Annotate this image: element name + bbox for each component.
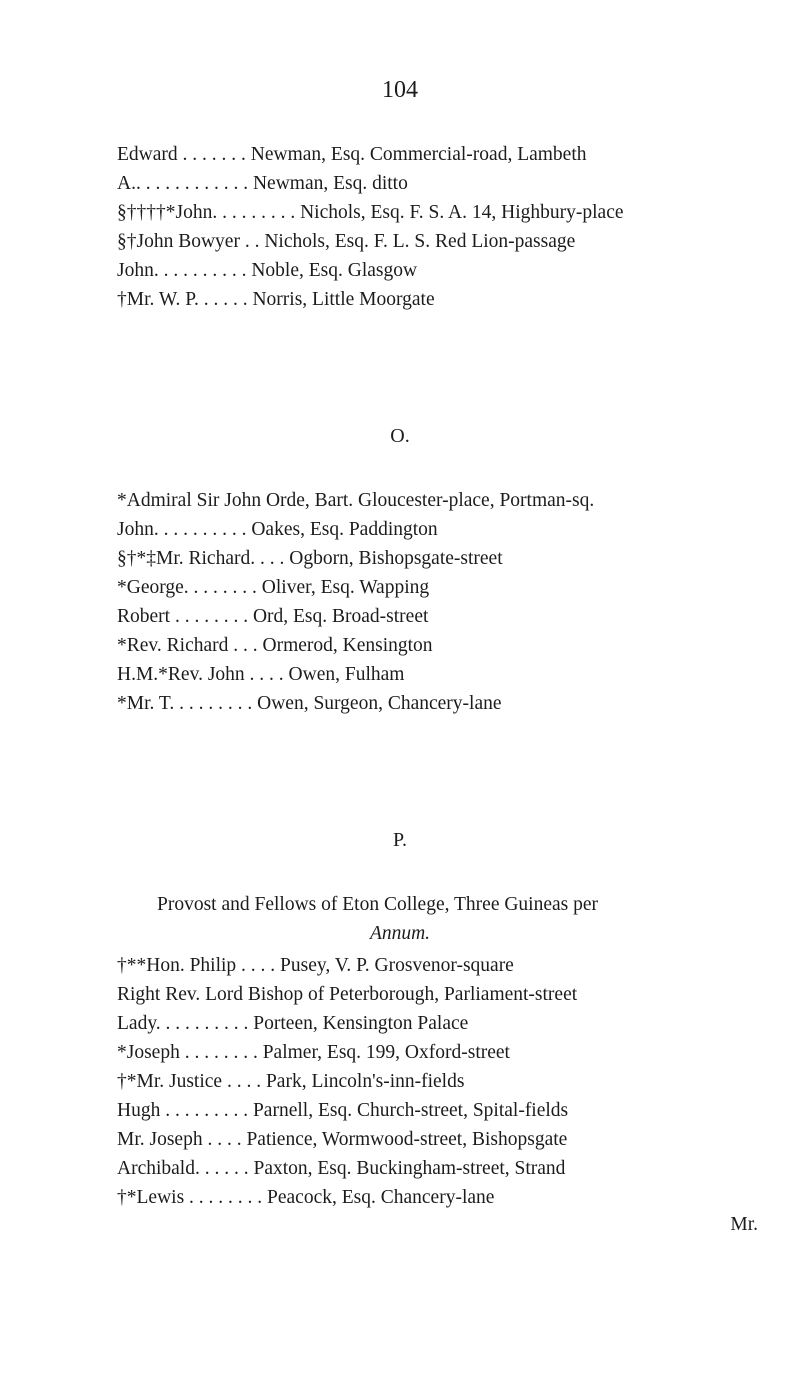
list-item: §†John Bowyer . . Nichols, Esq. F. L. S. Red Lion-passage — [117, 231, 576, 252]
list-item: Right Rev. Lord Bishop of Peterborough, Parliament-street — [117, 984, 578, 1005]
section-heading-o: O. — [390, 425, 410, 447]
list-item: †*Mr. Justice . . . . Park, Lincoln's-inn-fields — [117, 1071, 465, 1092]
section-heading-p: P. — [393, 829, 407, 851]
list-item: *Rev. Richard . . . Ormerod, Kensington — [117, 635, 433, 656]
list-item: Robert . . . . . . . . Ord, Esq. Broad-street — [117, 606, 429, 627]
list-item-lead: *Admiral Sir John Orde, Bart. Gloucester-place, Portman-sq. — [117, 490, 595, 511]
list-item: A.. . . . . . . . . . . . Newman, Esq. ditto — [117, 173, 408, 194]
list-item: *Mr. T. . . . . . . . . Owen, Surgeon, Chancery-lane — [117, 693, 502, 714]
list-item: Lady. . . . . . . . . . Porteen, Kensington Palace — [117, 1013, 469, 1034]
intro-text: Provost and Fellows of Eton College, Three Guineas per — [157, 894, 599, 915]
list-item: *Joseph . . . . . . . . Palmer, Esq. 199, Oxford-street — [117, 1042, 510, 1063]
page-number: 104 — [382, 77, 418, 103]
list-item: John. . . . . . . . . . Noble, Esq. Glasgow — [117, 260, 418, 281]
intro-text-continued: Annum. — [369, 923, 431, 944]
list-item: †**Hon. Philip . . . . Pusey, V. P. Grosvenor-square — [117, 955, 514, 976]
list-item: §†*‡Mr. Richard. . . . Ogborn, Bishopsgate-street — [117, 548, 503, 569]
list-item: Archibald. . . . . . Paxton, Esq. Buckingham-street, Strand — [117, 1158, 566, 1179]
list-item: †Mr. W. P. . . . . . Norris, Little Moorgate — [117, 289, 435, 310]
list-item: John. . . . . . . . . . Oakes, Esq. Paddington — [117, 519, 438, 540]
list-item: H.M.*Rev. John . . . . Owen, Fulham — [117, 664, 405, 685]
list-item: †*Lewis . . . . . . . . Peacock, Esq. Chancery-lane — [117, 1187, 495, 1208]
list-item: Hugh . . . . . . . . . Parnell, Esq. Church-street, Spital-fields — [117, 1100, 569, 1121]
list-item: Edward . . . . . . . Newman, Esq. Commercial-road, Lambeth — [117, 144, 587, 165]
list-item: §††††*John. . . . . . . . . Nichols, Esq. F. S. A. 14, Highbury-place — [117, 202, 624, 223]
catchword: Mr. — [730, 1214, 758, 1235]
list-item: *George. . . . . . . . Oliver, Esq. Wapping — [117, 577, 430, 598]
list-item: Mr. Joseph . . . . Patience, Wormwood-street, Bishopsgate — [117, 1129, 568, 1150]
